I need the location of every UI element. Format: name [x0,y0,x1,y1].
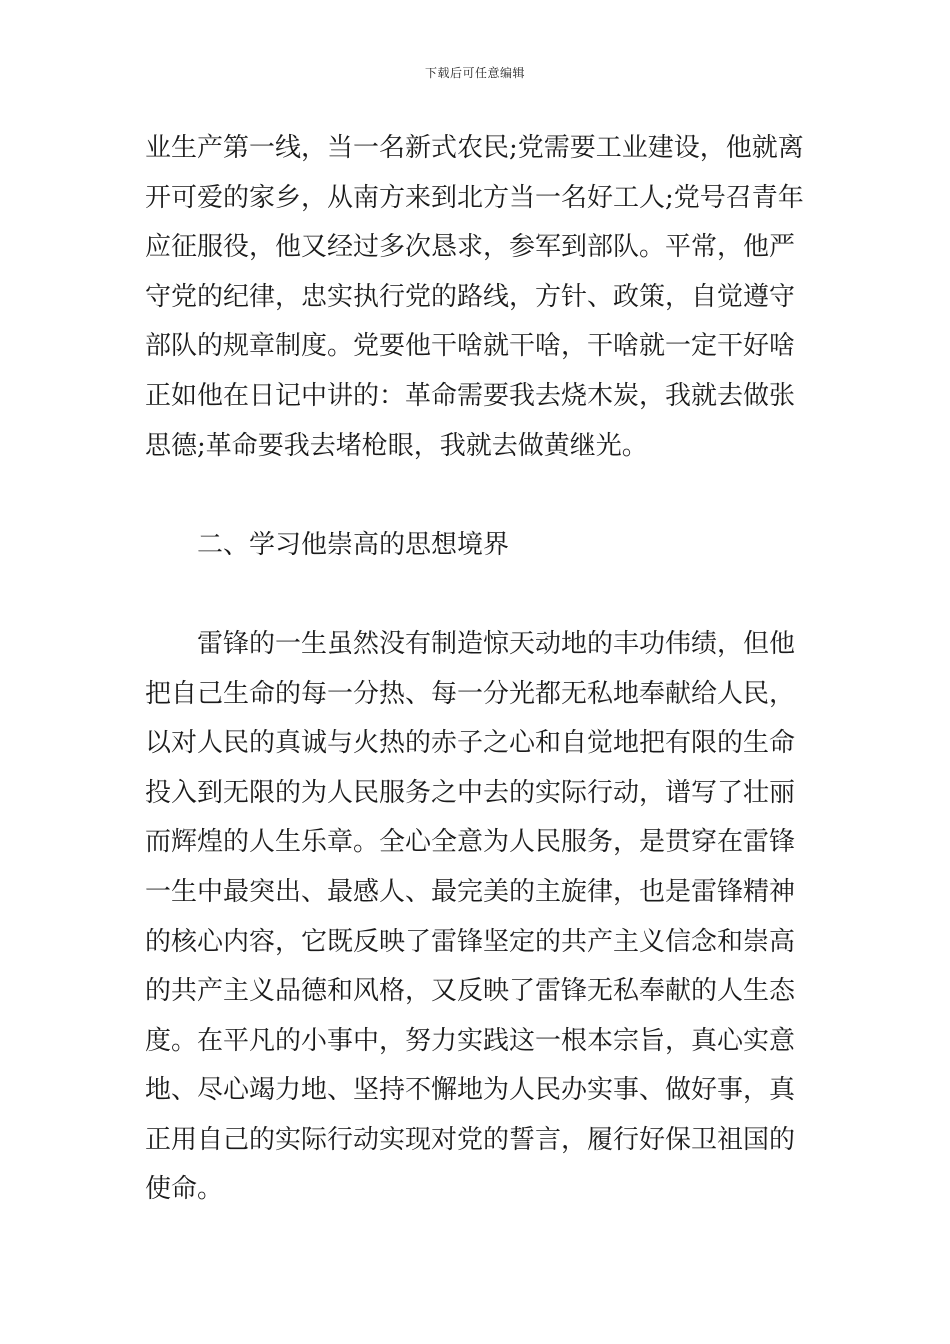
text-line: 部队的规章制度。党要他干啥就干啥，干啥就一定干好啥 [145,331,796,362]
text-line: 以对人民的真诚与火热的赤子之心和自觉地把有限的生命 [145,728,796,759]
text-line: 的核心内容，它既反映了雷锋坚定的共产主义信念和崇高 [145,926,796,957]
text-line: 使命。 [145,1174,224,1205]
paragraph-2 [145,620,813,1215]
text-line: 一生中最突出、最感人、最完美的主旋律，也是雷锋精神 [145,876,796,907]
text-line: 把自己生命的每一分热、每一分光都无私地奉献给人民， [145,678,796,709]
paragraph-1 [145,124,813,471]
text-line: 度。在平凡的小事中，努力实践这一根本宗旨，真心实意 [145,1025,796,1056]
text-line: 应征服役，他又经过多次恳求，参军到部队。平常，他严 [145,232,796,263]
text-line: 正用自己的实际行动实现对党的誓言，履行好保卫祖国的 [145,1124,796,1155]
text-line: 正如他在日记中讲的：革命需要我去烧木炭，我就去做张 [145,380,796,411]
document-body [145,124,813,1215]
text-line: 地、尽心竭力地、坚持不懈地为人民办实事、做好事，真 [145,1075,796,1106]
text-line: 守党的纪律，忠实执行党的路线，方针、政策，自觉遵守 [145,281,796,312]
section-heading [145,521,813,571]
text-line: 开可爱的家乡，从南方来到北方当一名好工人;党号召青年 [145,182,804,213]
paragraph-spacer [145,471,813,521]
text-line: 的共产主义品德和风格，又反映了雷锋无私奉献的人生态 [145,976,796,1007]
paragraph-spacer [145,570,813,620]
text-line: 而辉煌的人生乐章。全心全意为人民服务，是贯穿在雷锋 [145,827,796,858]
text-line: 思德;革命要我去堵枪眼，我就去做黄继光。 [145,430,648,461]
text-line: 业生产第一线，当一名新式农民;党需要工业建设，他就离 [145,133,804,163]
page-header: 下载后可任意编辑 [424,66,525,80]
heading-text: 二、学习他崇高的思想境界 [197,529,510,560]
text-line: 雷锋的一生虽然没有制造惊天动地的丰功伟绩，但他 [197,628,796,659]
text-line: 投入到无限的为人民服务之中去的实际行动，谱写了壮丽 [145,777,796,808]
